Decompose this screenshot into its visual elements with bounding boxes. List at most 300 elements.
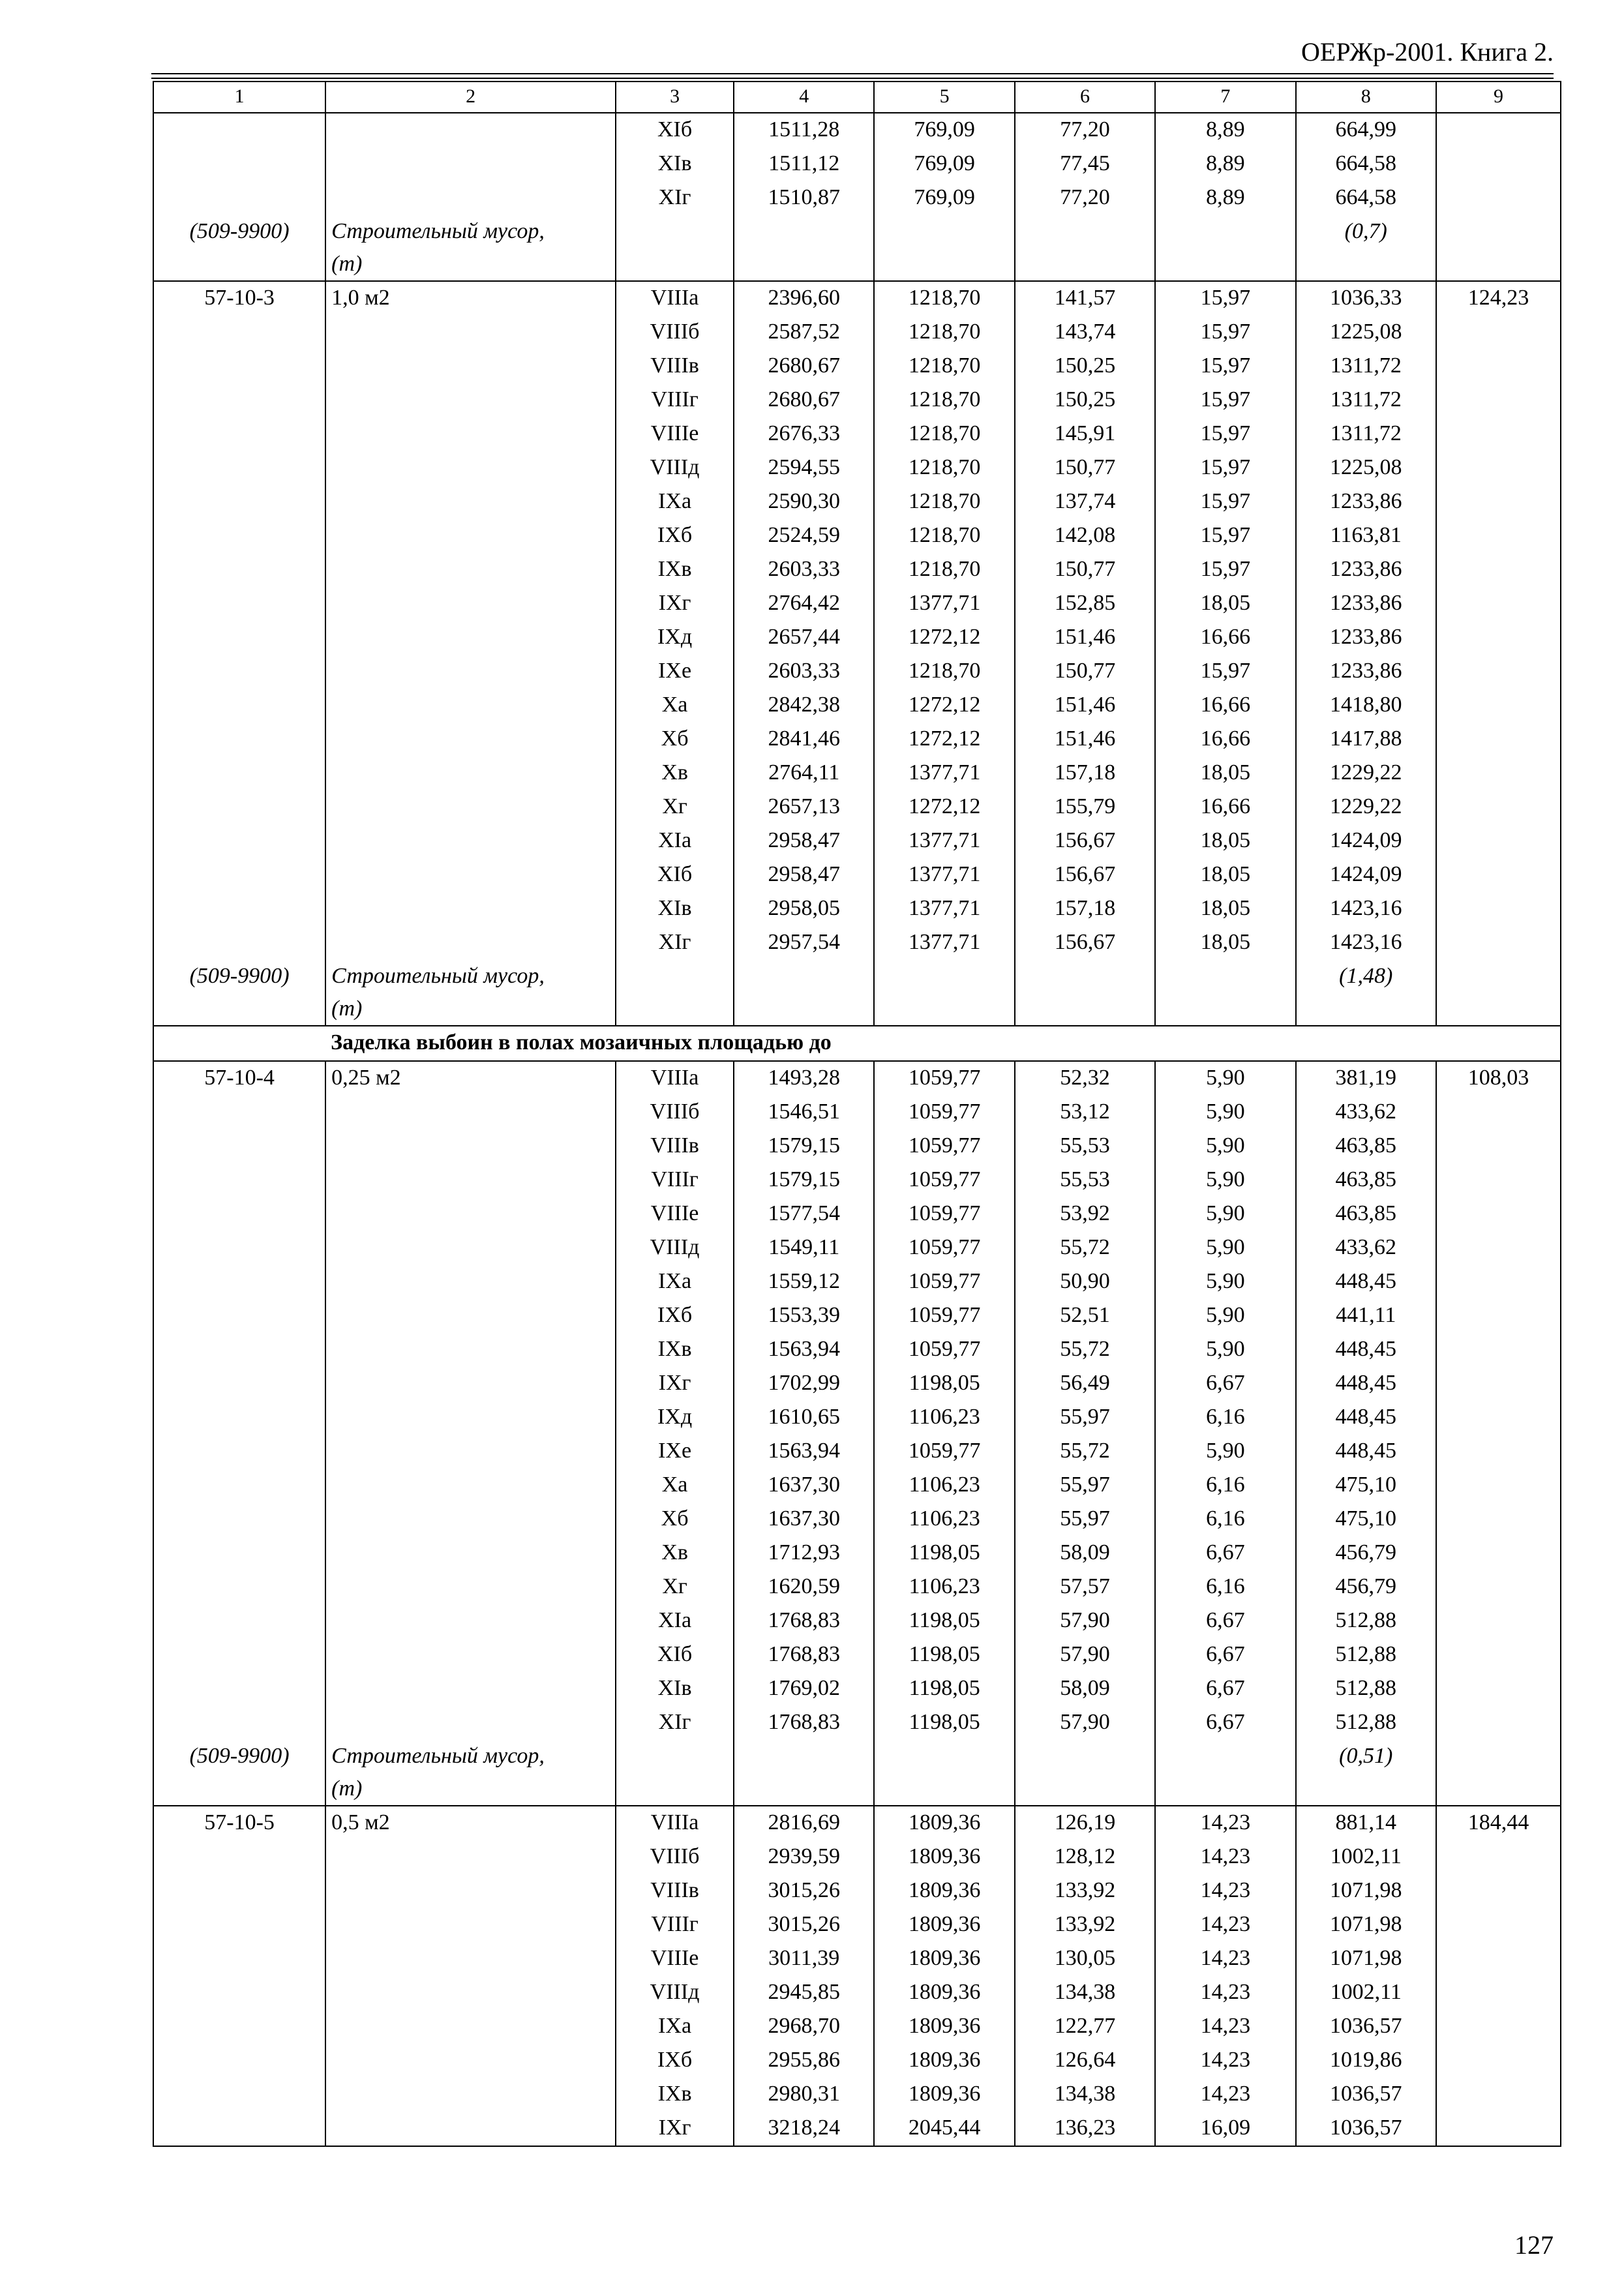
labor-hours bbox=[1436, 790, 1561, 824]
rate-code bbox=[153, 1503, 325, 1536]
column-number: 8 bbox=[1296, 82, 1436, 113]
table-row bbox=[153, 485, 1561, 519]
work-description bbox=[325, 790, 616, 824]
table-row bbox=[153, 2112, 1561, 2146]
materials-cost: 512,88 bbox=[1296, 1672, 1436, 1706]
work-description bbox=[325, 316, 616, 350]
materials-cost: 1071,98 bbox=[1296, 1942, 1436, 1976]
machine-cost: 77,20 bbox=[1015, 181, 1155, 215]
machine-wages: 6,67 bbox=[1155, 1706, 1295, 1740]
material-row bbox=[153, 960, 1561, 1026]
zone-code: VIIIг bbox=[616, 383, 734, 417]
wages: 1809,36 bbox=[874, 1942, 1014, 1976]
labor-hours: 108,03 bbox=[1436, 1061, 1561, 1096]
materials-cost: 475,10 bbox=[1296, 1469, 1436, 1503]
table-row bbox=[153, 1096, 1561, 1130]
labor-hours bbox=[1436, 1401, 1561, 1435]
materials-cost: 441,11 bbox=[1296, 1299, 1436, 1333]
rate-code bbox=[153, 1401, 325, 1435]
table-row bbox=[153, 1536, 1561, 1570]
machine-wages: 15,97 bbox=[1155, 485, 1295, 519]
work-description bbox=[325, 1706, 616, 1740]
zone-code: VIIIг bbox=[616, 1908, 734, 1942]
machine-wages: 6,16 bbox=[1155, 1503, 1295, 1536]
wages: 1377,71 bbox=[874, 587, 1014, 621]
total-cost: 1637,30 bbox=[734, 1469, 874, 1503]
table-row bbox=[153, 1197, 1561, 1231]
materials-cost: 664,58 bbox=[1296, 147, 1436, 181]
labor-hours bbox=[1436, 1942, 1561, 1976]
total-cost: 3218,24 bbox=[734, 2112, 874, 2146]
zone-code: IXе bbox=[616, 1435, 734, 1469]
total-cost: 1563,94 bbox=[734, 1435, 874, 1469]
work-description bbox=[325, 485, 616, 519]
rate-code bbox=[153, 587, 325, 621]
materials-cost: 1036,57 bbox=[1296, 2010, 1436, 2044]
header-rule bbox=[151, 78, 1554, 79]
wages: 1377,71 bbox=[874, 892, 1014, 926]
materials-cost: 1233,86 bbox=[1296, 587, 1436, 621]
rate-code bbox=[153, 451, 325, 485]
table-row bbox=[153, 1401, 1561, 1435]
wages: 1059,77 bbox=[874, 1197, 1014, 1231]
wages: 1106,23 bbox=[874, 1503, 1014, 1536]
labor-hours bbox=[1436, 1469, 1561, 1503]
machine-cost: 122,77 bbox=[1015, 2010, 1155, 2044]
empty-cell bbox=[1436, 215, 1561, 281]
machine-wages: 15,97 bbox=[1155, 553, 1295, 587]
wages: 1059,77 bbox=[874, 1061, 1014, 1096]
rate-code bbox=[153, 1908, 325, 1942]
rate-code bbox=[153, 147, 325, 181]
machine-cost: 130,05 bbox=[1015, 1942, 1155, 1976]
zone-code: VIIIе bbox=[616, 1942, 734, 1976]
zone-code: VIIIд bbox=[616, 451, 734, 485]
work-description: 0,25 м2 bbox=[325, 1061, 616, 1096]
wages: 1809,36 bbox=[874, 1840, 1014, 1874]
wages: 1218,70 bbox=[874, 485, 1014, 519]
machine-wages: 18,05 bbox=[1155, 926, 1295, 960]
machine-wages: 15,97 bbox=[1155, 383, 1295, 417]
total-cost: 2657,13 bbox=[734, 790, 874, 824]
materials-cost: 1225,08 bbox=[1296, 316, 1436, 350]
machine-wages: 15,97 bbox=[1155, 451, 1295, 485]
wages: 1218,70 bbox=[874, 655, 1014, 689]
labor-hours bbox=[1436, 1163, 1561, 1197]
materials-cost: 1036,57 bbox=[1296, 2078, 1436, 2112]
materials-cost: 456,79 bbox=[1296, 1536, 1436, 1570]
material-quantity: (0,7) bbox=[1296, 215, 1436, 281]
table-row bbox=[153, 1130, 1561, 1163]
zone-code: IXв bbox=[616, 1333, 734, 1367]
rate-code bbox=[153, 1874, 325, 1908]
materials-cost: 1311,72 bbox=[1296, 350, 1436, 383]
zone-code: XIв bbox=[616, 1672, 734, 1706]
rate-code bbox=[153, 1130, 325, 1163]
machine-wages: 14,23 bbox=[1155, 1806, 1295, 1840]
wages: 769,09 bbox=[874, 181, 1014, 215]
total-cost: 2842,38 bbox=[734, 689, 874, 723]
materials-cost: 448,45 bbox=[1296, 1333, 1436, 1367]
machine-wages: 5,90 bbox=[1155, 1231, 1295, 1265]
labor-hours bbox=[1436, 1976, 1561, 2010]
total-cost: 1620,59 bbox=[734, 1570, 874, 1604]
empty-cell bbox=[616, 1740, 734, 1806]
work-description bbox=[325, 1163, 616, 1197]
wages: 1059,77 bbox=[874, 1130, 1014, 1163]
column-number: 1 bbox=[153, 82, 325, 113]
table-row bbox=[153, 1806, 1561, 1840]
machine-cost: 156,67 bbox=[1015, 926, 1155, 960]
wages: 1059,77 bbox=[874, 1265, 1014, 1299]
materials-cost: 433,62 bbox=[1296, 1231, 1436, 1265]
work-description bbox=[325, 350, 616, 383]
empty-cell bbox=[874, 960, 1014, 1026]
work-description bbox=[325, 587, 616, 621]
zone-code: IXг bbox=[616, 587, 734, 621]
zone-code: IXд bbox=[616, 621, 734, 655]
header-rule bbox=[151, 73, 1554, 74]
labor-hours bbox=[1436, 1706, 1561, 1740]
zone-code: Xа bbox=[616, 1469, 734, 1503]
work-description bbox=[325, 1672, 616, 1706]
column-number-row bbox=[153, 82, 1561, 113]
machine-cost: 58,09 bbox=[1015, 1672, 1155, 1706]
work-description bbox=[325, 1299, 616, 1333]
total-cost: 2524,59 bbox=[734, 519, 874, 553]
materials-cost: 381,19 bbox=[1296, 1061, 1436, 1096]
zone-code: IXб bbox=[616, 2044, 734, 2078]
machine-cost: 156,67 bbox=[1015, 824, 1155, 858]
wages: 1809,36 bbox=[874, 1874, 1014, 1908]
empty-cell bbox=[734, 1740, 874, 1806]
rate-code: 57-10-4 bbox=[153, 1061, 325, 1096]
table-row bbox=[153, 519, 1561, 553]
total-cost: 2764,11 bbox=[734, 756, 874, 790]
machine-wages: 18,05 bbox=[1155, 587, 1295, 621]
table-row bbox=[153, 451, 1561, 485]
total-cost: 1579,15 bbox=[734, 1163, 874, 1197]
machine-cost: 52,51 bbox=[1015, 1299, 1155, 1333]
total-cost: 2657,44 bbox=[734, 621, 874, 655]
total-cost: 2958,05 bbox=[734, 892, 874, 926]
machine-cost: 133,92 bbox=[1015, 1908, 1155, 1942]
table-row bbox=[153, 181, 1561, 215]
rate-code bbox=[153, 1096, 325, 1130]
column-number: 7 bbox=[1155, 82, 1295, 113]
machine-wages: 6,67 bbox=[1155, 1638, 1295, 1672]
machine-cost: 77,45 bbox=[1015, 147, 1155, 181]
labor-hours bbox=[1436, 2112, 1561, 2146]
work-description bbox=[325, 383, 616, 417]
labor-hours: 184,44 bbox=[1436, 1806, 1561, 1840]
machine-cost: 145,91 bbox=[1015, 417, 1155, 451]
machine-cost: 50,90 bbox=[1015, 1265, 1155, 1299]
materials-cost: 448,45 bbox=[1296, 1435, 1436, 1469]
table-row bbox=[153, 1435, 1561, 1469]
wages: 1218,70 bbox=[874, 519, 1014, 553]
material-name-line: Строительный мусор, bbox=[331, 219, 545, 243]
machine-wages: 5,90 bbox=[1155, 1299, 1295, 1333]
zone-code: Xг bbox=[616, 1570, 734, 1604]
machine-wages: 14,23 bbox=[1155, 2010, 1295, 2044]
empty-cell bbox=[734, 215, 874, 281]
rate-code bbox=[153, 1299, 325, 1333]
machine-cost: 77,20 bbox=[1015, 113, 1155, 147]
material-unit: (т) bbox=[331, 996, 363, 1021]
total-cost: 2955,86 bbox=[734, 2044, 874, 2078]
material-name bbox=[325, 215, 616, 281]
machine-wages: 18,05 bbox=[1155, 756, 1295, 790]
zone-code: VIIIе bbox=[616, 1197, 734, 1231]
total-cost: 1511,12 bbox=[734, 147, 874, 181]
wages: 1198,05 bbox=[874, 1604, 1014, 1638]
rate-code bbox=[153, 1265, 325, 1299]
rate-code bbox=[153, 1163, 325, 1197]
labor-hours bbox=[1436, 350, 1561, 383]
machine-cost: 55,53 bbox=[1015, 1163, 1155, 1197]
total-cost: 1559,12 bbox=[734, 1265, 874, 1299]
material-quantity: (1,48) bbox=[1296, 960, 1436, 1026]
table-row bbox=[153, 350, 1561, 383]
work-description bbox=[325, 926, 616, 960]
machine-wages: 5,90 bbox=[1155, 1163, 1295, 1197]
total-cost: 1563,94 bbox=[734, 1333, 874, 1367]
wages: 1809,36 bbox=[874, 2078, 1014, 2112]
labor-hours bbox=[1436, 2078, 1561, 2112]
materials-cost: 1229,22 bbox=[1296, 790, 1436, 824]
rate-code bbox=[153, 892, 325, 926]
wages: 1198,05 bbox=[874, 1367, 1014, 1401]
zone-code: XIб bbox=[616, 113, 734, 147]
materials-cost: 664,99 bbox=[1296, 113, 1436, 147]
wages: 1198,05 bbox=[874, 1706, 1014, 1740]
total-cost: 2945,85 bbox=[734, 1976, 874, 2010]
machine-wages: 15,97 bbox=[1155, 316, 1295, 350]
materials-cost: 1163,81 bbox=[1296, 519, 1436, 553]
zone-code: IXе bbox=[616, 655, 734, 689]
wages: 1272,12 bbox=[874, 621, 1014, 655]
work-description bbox=[325, 1570, 616, 1604]
empty-cell bbox=[1436, 1740, 1561, 1806]
labor-hours bbox=[1436, 553, 1561, 587]
machine-cost: 157,18 bbox=[1015, 892, 1155, 926]
machine-cost: 55,72 bbox=[1015, 1435, 1155, 1469]
material-name-line: Строительный мусор, bbox=[331, 1744, 545, 1768]
rate-code bbox=[153, 1435, 325, 1469]
materials-cost: 456,79 bbox=[1296, 1570, 1436, 1604]
rate-code bbox=[153, 689, 325, 723]
total-cost: 1511,28 bbox=[734, 113, 874, 147]
labor-hours bbox=[1436, 1231, 1561, 1265]
work-description bbox=[325, 1265, 616, 1299]
total-cost: 1768,83 bbox=[734, 1706, 874, 1740]
total-cost: 1579,15 bbox=[734, 1130, 874, 1163]
machine-wages: 8,89 bbox=[1155, 113, 1295, 147]
materials-cost: 1002,11 bbox=[1296, 1976, 1436, 2010]
table-row bbox=[153, 1299, 1561, 1333]
rate-code bbox=[153, 655, 325, 689]
work-description: 0,5 м2 bbox=[325, 1806, 616, 1840]
materials-cost: 1424,09 bbox=[1296, 858, 1436, 892]
table-row bbox=[153, 316, 1561, 350]
work-description bbox=[325, 723, 616, 756]
machine-cost: 52,32 bbox=[1015, 1061, 1155, 1096]
rate-code bbox=[153, 1536, 325, 1570]
rate-code bbox=[153, 790, 325, 824]
rate-code bbox=[153, 181, 325, 215]
column-number: 9 bbox=[1436, 82, 1561, 113]
work-description bbox=[325, 689, 616, 723]
machine-cost: 142,08 bbox=[1015, 519, 1155, 553]
materials-cost: 664,58 bbox=[1296, 181, 1436, 215]
labor-hours bbox=[1436, 1638, 1561, 1672]
wages: 1809,36 bbox=[874, 2010, 1014, 2044]
work-description bbox=[325, 824, 616, 858]
rate-code bbox=[153, 926, 325, 960]
labor-hours bbox=[1436, 587, 1561, 621]
machine-wages: 6,16 bbox=[1155, 1469, 1295, 1503]
running-header: ОЕРЖр-2001. Книга 2. bbox=[1301, 37, 1554, 67]
column-number: 5 bbox=[874, 82, 1014, 113]
machine-cost: 150,77 bbox=[1015, 553, 1155, 587]
work-description bbox=[325, 181, 616, 215]
rate-code bbox=[153, 1604, 325, 1638]
table-row bbox=[153, 1061, 1561, 1096]
wages: 1272,12 bbox=[874, 689, 1014, 723]
rate-code bbox=[153, 1840, 325, 1874]
rate-code bbox=[153, 316, 325, 350]
materials-cost: 881,14 bbox=[1296, 1806, 1436, 1840]
zone-code: IXг bbox=[616, 2112, 734, 2146]
rate-code: 57-10-5 bbox=[153, 1806, 325, 1840]
material-quantity: (0,51) bbox=[1296, 1740, 1436, 1806]
table-row bbox=[153, 1976, 1561, 2010]
wages: 1218,70 bbox=[874, 383, 1014, 417]
wages: 1106,23 bbox=[874, 1469, 1014, 1503]
work-description bbox=[325, 2010, 616, 2044]
column-number: 4 bbox=[734, 82, 874, 113]
labor-hours bbox=[1436, 113, 1561, 147]
zone-code: XIв bbox=[616, 892, 734, 926]
total-cost: 2590,30 bbox=[734, 485, 874, 519]
rate-code bbox=[153, 1976, 325, 2010]
machine-cost: 136,23 bbox=[1015, 2112, 1155, 2146]
labor-hours bbox=[1436, 181, 1561, 215]
wages: 1059,77 bbox=[874, 1333, 1014, 1367]
materials-cost: 1233,86 bbox=[1296, 621, 1436, 655]
work-description bbox=[325, 1197, 616, 1231]
machine-cost: 150,25 bbox=[1015, 383, 1155, 417]
machine-cost: 128,12 bbox=[1015, 1840, 1155, 1874]
work-description bbox=[325, 417, 616, 451]
labor-hours bbox=[1436, 316, 1561, 350]
empty-cell bbox=[1436, 960, 1561, 1026]
machine-wages: 14,23 bbox=[1155, 1908, 1295, 1942]
rate-code bbox=[153, 485, 325, 519]
rate-code: 57-10-3 bbox=[153, 281, 325, 316]
machine-cost: 56,49 bbox=[1015, 1367, 1155, 1401]
machine-wages: 16,66 bbox=[1155, 621, 1295, 655]
labor-hours bbox=[1436, 1536, 1561, 1570]
column-number: 6 bbox=[1015, 82, 1155, 113]
total-cost: 2680,67 bbox=[734, 350, 874, 383]
total-cost: 2680,67 bbox=[734, 383, 874, 417]
wages: 1272,12 bbox=[874, 723, 1014, 756]
wages: 1809,36 bbox=[874, 2044, 1014, 2078]
table-row bbox=[153, 383, 1561, 417]
wages: 1198,05 bbox=[874, 1672, 1014, 1706]
materials-cost: 1229,22 bbox=[1296, 756, 1436, 790]
machine-wages: 14,23 bbox=[1155, 1942, 1295, 1976]
machine-wages: 6,67 bbox=[1155, 1604, 1295, 1638]
work-description bbox=[325, 1874, 616, 1908]
materials-cost: 1071,98 bbox=[1296, 1908, 1436, 1942]
empty-cell bbox=[1155, 960, 1295, 1026]
work-description bbox=[325, 113, 616, 147]
work-description bbox=[325, 1367, 616, 1401]
rate-code bbox=[153, 2044, 325, 2078]
zone-code: XIб bbox=[616, 1638, 734, 1672]
total-cost: 1510,87 bbox=[734, 181, 874, 215]
machine-wages: 16,66 bbox=[1155, 790, 1295, 824]
table-row bbox=[153, 1265, 1561, 1299]
work-description bbox=[325, 1942, 616, 1976]
zone-code: VIIIа bbox=[616, 1806, 734, 1840]
machine-cost: 150,25 bbox=[1015, 350, 1155, 383]
rate-code bbox=[153, 1942, 325, 1976]
rate-code bbox=[153, 113, 325, 147]
table-row bbox=[153, 621, 1561, 655]
work-description bbox=[325, 1130, 616, 1163]
table-row bbox=[153, 1231, 1561, 1265]
machine-wages: 8,89 bbox=[1155, 181, 1295, 215]
machine-cost: 126,19 bbox=[1015, 1806, 1155, 1840]
labor-hours bbox=[1436, 723, 1561, 756]
materials-cost: 1071,98 bbox=[1296, 1874, 1436, 1908]
total-cost: 1768,83 bbox=[734, 1604, 874, 1638]
rate-code bbox=[153, 553, 325, 587]
zone-code: VIIIб bbox=[616, 316, 734, 350]
wages: 1218,70 bbox=[874, 417, 1014, 451]
zone-code: XIв bbox=[616, 147, 734, 181]
rate-code bbox=[153, 1672, 325, 1706]
material-row bbox=[153, 215, 1561, 281]
table-row bbox=[153, 1672, 1561, 1706]
machine-wages: 14,23 bbox=[1155, 1874, 1295, 1908]
labor-hours bbox=[1436, 926, 1561, 960]
table-row bbox=[153, 1638, 1561, 1672]
machine-wages: 14,23 bbox=[1155, 2078, 1295, 2112]
wages: 1809,36 bbox=[874, 1976, 1014, 2010]
wages: 1059,77 bbox=[874, 1163, 1014, 1197]
work-description bbox=[325, 1976, 616, 2010]
machine-cost: 156,67 bbox=[1015, 858, 1155, 892]
machine-wages: 5,90 bbox=[1155, 1265, 1295, 1299]
materials-cost: 1417,88 bbox=[1296, 723, 1436, 756]
work-description bbox=[325, 1401, 616, 1435]
machine-wages: 15,97 bbox=[1155, 417, 1295, 451]
total-cost: 2676,33 bbox=[734, 417, 874, 451]
material-code: (509-9900) bbox=[153, 1740, 325, 1806]
zone-code: XIг bbox=[616, 1706, 734, 1740]
machine-wages: 14,23 bbox=[1155, 2044, 1295, 2078]
rate-code bbox=[153, 2078, 325, 2112]
machine-cost: 57,90 bbox=[1015, 1604, 1155, 1638]
zone-code: IXа bbox=[616, 485, 734, 519]
zone-code: IXг bbox=[616, 1367, 734, 1401]
labor-hours bbox=[1436, 1604, 1561, 1638]
